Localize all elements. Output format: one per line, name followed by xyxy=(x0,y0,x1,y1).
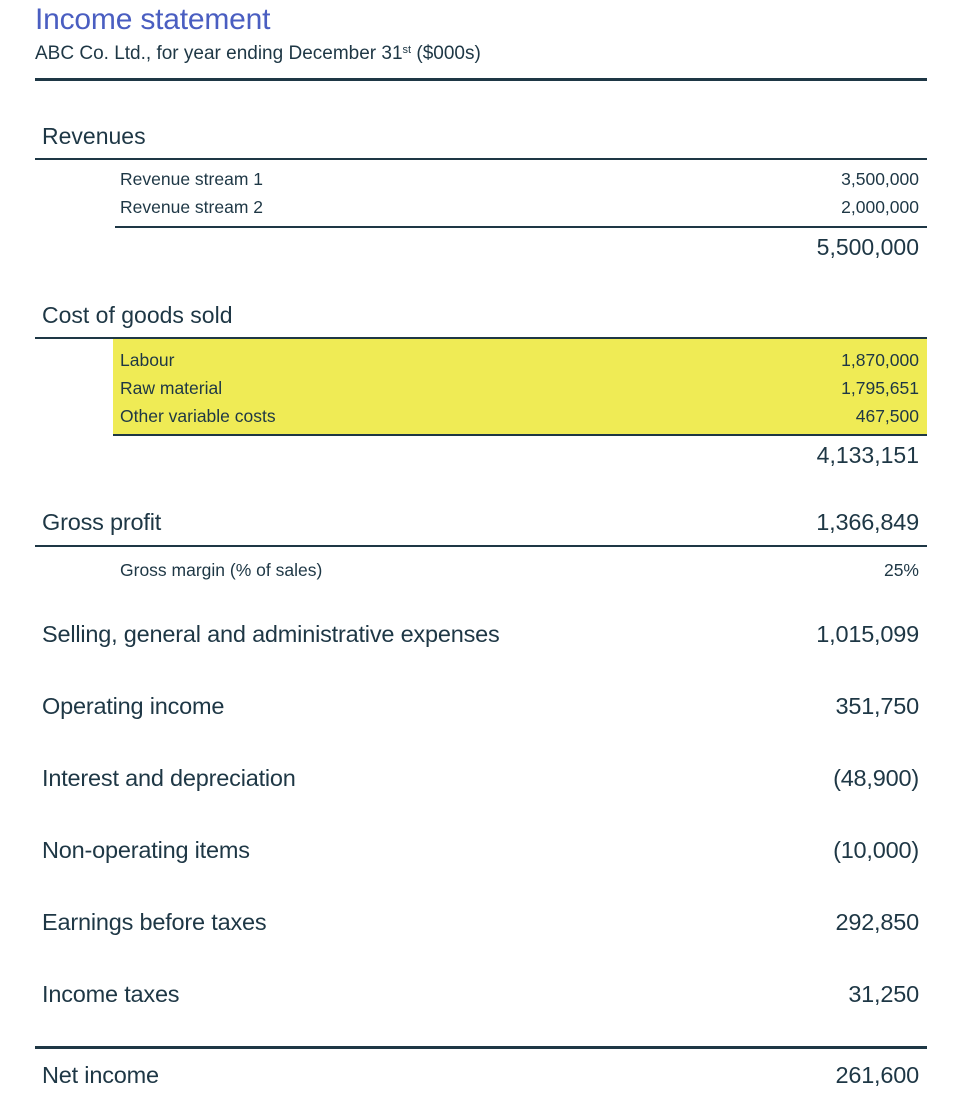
row-value: 2,000,000 xyxy=(841,197,919,217)
row-label: Earnings before taxes xyxy=(42,909,267,935)
row-label: Revenue stream 2 xyxy=(120,197,263,217)
income-statement-document xyxy=(35,0,927,1089)
row-value: 1,795,651 xyxy=(841,378,919,398)
row-value: 3,500,000 xyxy=(841,169,919,189)
revenues-subtotal-divider xyxy=(115,226,927,228)
row-label: Gross profit xyxy=(42,509,162,535)
gross-profit-row xyxy=(35,508,927,536)
row-label: Gross margin (% of sales) xyxy=(120,560,323,580)
cogs-section xyxy=(35,302,927,470)
gross-profit-section xyxy=(35,508,927,584)
row-value: 292,850 xyxy=(835,909,919,935)
net-income-divider xyxy=(35,1046,927,1049)
page-title: Income statement xyxy=(35,3,271,36)
row-value: 1,366,849 xyxy=(816,509,919,535)
row-label: Raw material xyxy=(120,378,223,398)
row-label: Revenue stream 1 xyxy=(120,169,263,189)
row-value: 31,250 xyxy=(848,981,919,1007)
revenues-section xyxy=(35,123,927,262)
revenues-rows xyxy=(35,165,927,221)
gross-profit-divider xyxy=(35,545,927,547)
row-label: Interest and depreciation xyxy=(42,765,296,791)
revenues-divider xyxy=(35,158,927,160)
row-value: 25% xyxy=(883,560,919,580)
earnings-before-taxes-row xyxy=(35,908,927,936)
row-value: 467,500 xyxy=(855,406,919,426)
net-income-row xyxy=(35,1061,927,1089)
row-value: 351,750 xyxy=(835,693,919,719)
row-label: Income taxes xyxy=(42,981,180,1007)
subtitle-superscript: st xyxy=(402,44,412,56)
table-row xyxy=(113,346,927,374)
row-label: Labour xyxy=(120,350,175,370)
interest-depreciation-row xyxy=(35,764,927,792)
subtitle-text: ABC Co. Ltd., for year ending December 31 xyxy=(35,43,403,64)
revenues-header: Revenues xyxy=(42,123,146,149)
header-divider xyxy=(35,78,927,81)
cogs-header: Cost of goods sold xyxy=(42,302,233,328)
cogs-total: 4,133,151 xyxy=(816,442,919,468)
row-label: Other variable costs xyxy=(120,406,276,426)
table-row xyxy=(35,193,927,221)
subtitle-suffix: ($000s) xyxy=(411,43,481,64)
row-value: (48,900) xyxy=(833,765,919,791)
sga-expenses-row xyxy=(35,620,927,648)
gross-margin-row xyxy=(35,556,927,584)
subtitle xyxy=(35,43,927,65)
revenues-total: 5,500,000 xyxy=(816,234,919,260)
table-row xyxy=(113,402,927,430)
row-value: 261,600 xyxy=(835,1062,919,1088)
cogs-highlighted-rows xyxy=(113,339,927,436)
row-value: (10,000) xyxy=(833,837,919,863)
row-label: Selling, general and administrative expenses xyxy=(42,621,500,647)
row-value: 1,015,099 xyxy=(816,621,919,647)
non-operating-items-row xyxy=(35,836,927,864)
row-label: Operating income xyxy=(42,693,225,719)
operating-income-row xyxy=(35,692,927,720)
row-label: Non-operating items xyxy=(42,837,250,863)
table-row xyxy=(35,165,927,193)
table-row xyxy=(113,374,927,402)
income-taxes-row xyxy=(35,980,927,1008)
row-label: Net income xyxy=(42,1062,159,1088)
row-value: 1,870,000 xyxy=(841,350,919,370)
